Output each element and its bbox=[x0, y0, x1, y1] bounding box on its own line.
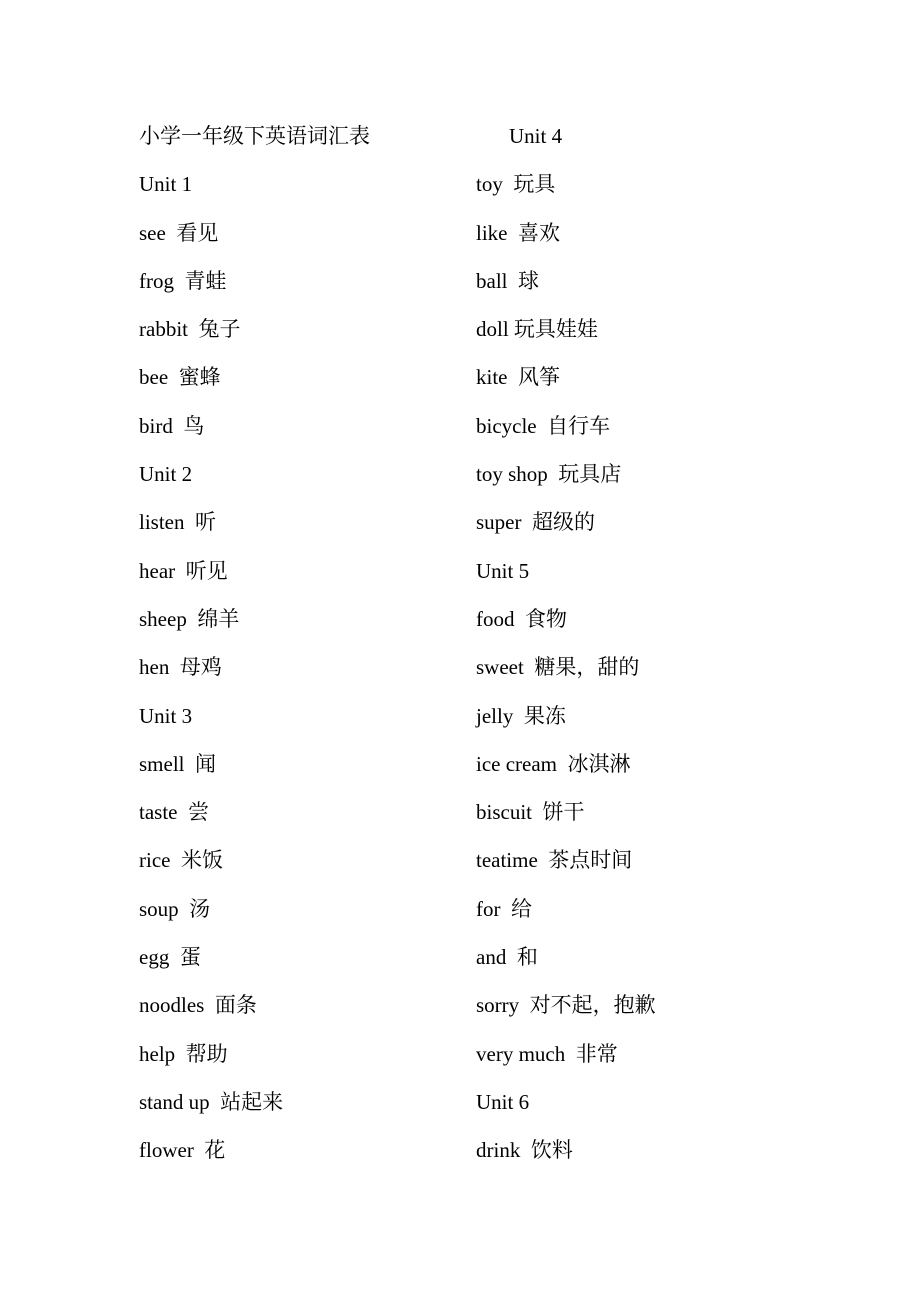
left-column bbox=[139, 114, 370, 1177]
vocab-item: see 看见 bbox=[139, 220, 219, 245]
vocab-item: sweet 糖果，甜的 bbox=[476, 655, 640, 680]
vocab-item: sheep 绵羊 bbox=[139, 606, 240, 631]
vocab-item: Unit 2 bbox=[139, 462, 193, 487]
vocab-item: listen 听 bbox=[139, 510, 216, 535]
vocab-item: rice 米饭 bbox=[139, 848, 223, 873]
vocab-item: drink 饮料 bbox=[476, 1138, 573, 1163]
vocab-item: soup 汤 bbox=[139, 896, 211, 921]
vocab-item: Unit 3 bbox=[139, 703, 193, 728]
vocab-item: toy 玩具 bbox=[476, 172, 556, 197]
vocab-item: Unit 6 bbox=[476, 1089, 530, 1114]
vocab-item: hear 听见 bbox=[139, 558, 228, 583]
vocab-item: bird 鸟 bbox=[139, 413, 205, 438]
vocab-item: super 超级的 bbox=[476, 510, 595, 535]
vocab-item: toy shop 玩具店 bbox=[476, 462, 622, 487]
vocab-item: taste 尝 bbox=[139, 800, 209, 825]
vocab-item: noodles 面条 bbox=[139, 993, 257, 1018]
vocab-item: food 食物 bbox=[476, 606, 567, 631]
unit-heading: Unit 4 bbox=[509, 124, 563, 148]
vocab-item: sorry 对不起，抱歉 bbox=[476, 993, 656, 1018]
vocab-item: bee 蜜蜂 bbox=[139, 365, 221, 390]
vocab-item: teatime 茶点时间 bbox=[476, 848, 633, 873]
vocab-item: Unit 1 bbox=[139, 172, 193, 197]
vocab-item: very much 非常 bbox=[476, 1041, 618, 1066]
vocab-item: for 给 bbox=[476, 896, 532, 921]
vocab-item: kite 风筝 bbox=[476, 365, 560, 390]
vocab-item: smell 闻 bbox=[139, 751, 216, 776]
vocab-item: rabbit 兔子 bbox=[139, 317, 241, 342]
vocab-item: biscuit 饼干 bbox=[476, 800, 585, 825]
right-column bbox=[476, 114, 656, 1177]
vocab-item: and 和 bbox=[476, 945, 538, 970]
vocab-item: hen 母鸡 bbox=[139, 655, 222, 680]
vocab-item: ball 球 bbox=[476, 268, 539, 293]
vocab-item: egg 蛋 bbox=[139, 945, 201, 970]
vocab-item: doll 玩具娃娃 bbox=[476, 317, 598, 342]
vocab-item: frog 青蛙 bbox=[139, 268, 227, 293]
vocab-item: bicycle 自行车 bbox=[476, 413, 611, 438]
vocab-item: stand up 站起来 bbox=[139, 1089, 284, 1114]
vocab-item: flower 花 bbox=[139, 1138, 226, 1163]
document-title: 小学一年级下英语词汇表 bbox=[139, 124, 370, 148]
vocab-item: Unit 5 bbox=[476, 558, 530, 583]
vocab-item: jelly 果冻 bbox=[476, 703, 566, 728]
vocab-item: like 喜欢 bbox=[476, 220, 560, 245]
vocab-item: help 帮助 bbox=[139, 1041, 228, 1066]
vocab-item: ice cream 冰淇淋 bbox=[476, 751, 631, 776]
